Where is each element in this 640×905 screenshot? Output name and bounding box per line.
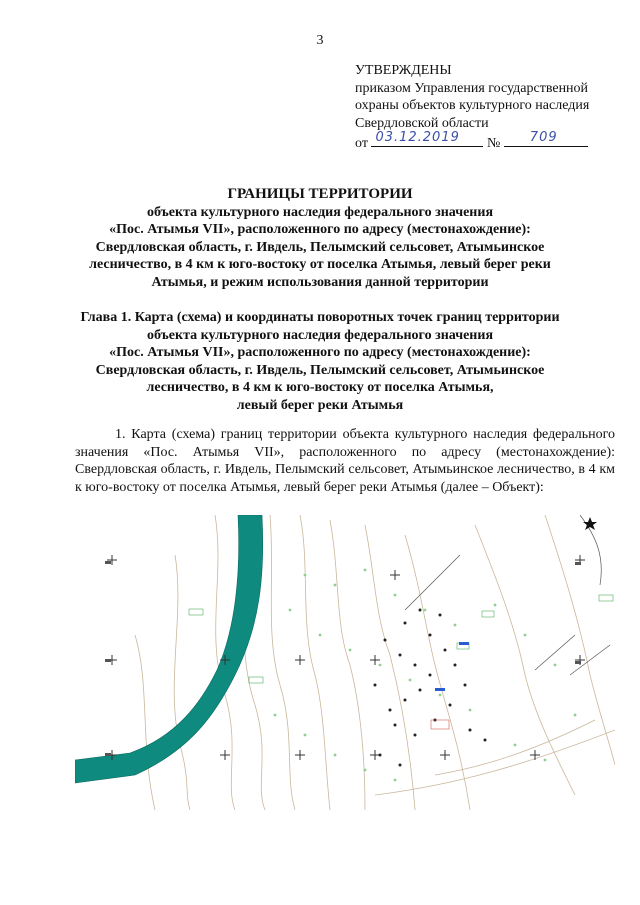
- north-star-icon: [583, 517, 597, 530]
- paragraph-text: 1. Карта (схема) границ территории объекта культурного наследия федерального значения «Пос. Атымья VII», расположенного по адресу (местонахождение): Свердловская область, г. Ивдель, Пелымский сельсовет, Атымьинское лесничество, в 4 км к юго-востоку от поселка Атымья, левый берег реки Атымья (далее – Объект):: [75, 427, 615, 495]
- paragraph-1: [75, 426, 615, 496]
- title-line: Свердловская область, г. Ивдель, Пелымский сельсовет, Атымьинское: [95, 239, 545, 255]
- approval-line: приказом Управления государственной: [355, 80, 589, 96]
- boundary-points: [374, 609, 487, 767]
- approval-heading: УТВЕРЖДЕНЫ: [355, 63, 452, 78]
- title-line: Атымья, и режим использования данной территории: [151, 274, 489, 290]
- approval-date-row: [355, 132, 589, 153]
- chapter-line: левый берег реки Атымья: [236, 397, 404, 413]
- number-field: [504, 132, 588, 147]
- chapter-line: «Пос. Атымья VII», расположенного по адресу (местонахождение):: [109, 345, 531, 360]
- date-field: [371, 132, 483, 147]
- chapter-line: Глава 1. Карта (схема) и координаты поворотных точек границ территории: [80, 310, 560, 325]
- chapter-line: объекта культурного наследия федерального значения: [146, 327, 494, 343]
- title-line: «Пос. Атымья VII», расположенного по адресу (местонахождение):: [109, 222, 531, 237]
- chapter-line: лесничество, в 4 км к юго-востоку от поселка Атымья,: [146, 380, 494, 395]
- tracks: [405, 515, 610, 675]
- map-scheme: [75, 515, 615, 810]
- survey-dots: [274, 569, 577, 782]
- approval-block: [355, 62, 589, 153]
- title-line: объекта культурного наследия федерального значения: [146, 204, 494, 220]
- document-title: [40, 186, 600, 291]
- approval-line: охраны объектов культурного наследия: [355, 98, 590, 113]
- river: [75, 515, 263, 783]
- from-label: от: [355, 136, 368, 151]
- number-handwritten: 709: [529, 130, 558, 145]
- title-line: лесничество, в 4 км к юго-востоку от поселка Атымья, левый берег реки: [89, 257, 551, 272]
- number-label: №: [486, 136, 501, 151]
- date-handwritten: 03.12.2019: [375, 130, 460, 145]
- chapter-heading: [40, 309, 600, 414]
- chapter-line: Свердловская область, г. Ивдель, Пелымский сельсовет, Атымьинское: [95, 362, 545, 378]
- page-number: 3: [316, 33, 324, 48]
- map-svg: [75, 515, 615, 810]
- title-heading: ГРАНИЦЫ ТЕРРИТОРИИ: [227, 186, 413, 202]
- approval-line: Свердловской области: [355, 115, 489, 131]
